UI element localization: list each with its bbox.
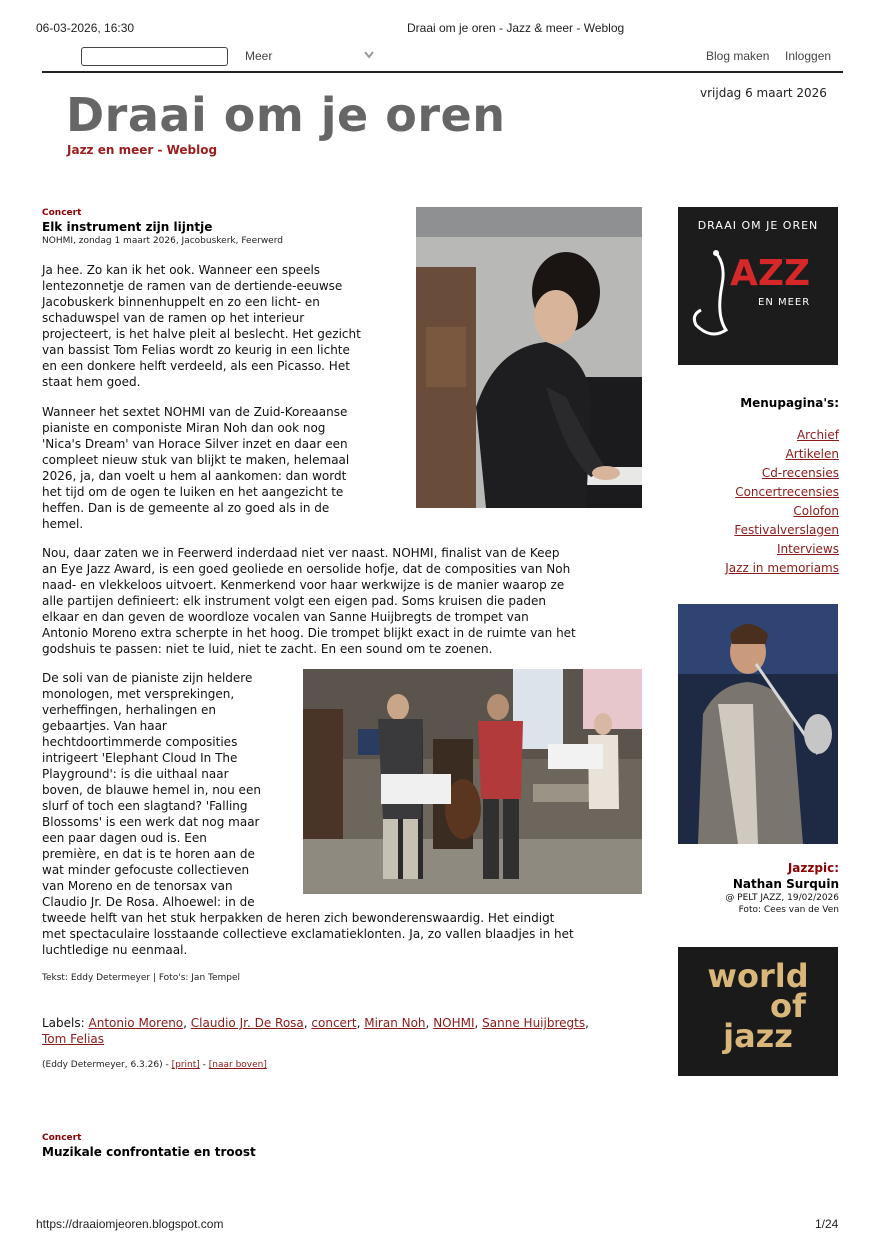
blog-title[interactable]: Draai om je oren — [66, 88, 506, 142]
back-to-top-link[interactable]: [naar boven] — [208, 1060, 267, 1070]
post-paragraph-3: Nou, daar zaten we in Feerwerd inderdaad niet ver naast. NOHMI, finalist van de Keep an Eye Jazz Award, is een goed geoliede en oersolide hofje, dat de composities van Noh naad- en vlekkeloos uitvoert. Kenmerkend voor haar werkwijze is de manier waarop ze alle partijen definieert: elk instrument volgt een eigen pad. Soms kruisen die paden elkaar en dan geven de woordloze vocalen van Sanne Huijbregts de trompet van Antonio Moreno extra scherpte in het hoog. Die trompet blijkt exact in de ruimte van het godshuis te passen: niet te luid, niet te zacht. En een sound om te zoenen. — [42, 546, 576, 656]
wof-line-1: world — [707, 957, 809, 995]
post-category: Concert — [42, 208, 82, 218]
post-title[interactable]: Elk instrument zijn lijntje — [42, 220, 213, 234]
header-divider — [42, 71, 843, 73]
jazzpic-credit: Foto: Cees van de Ven — [738, 905, 839, 915]
wof-line-3: jazz — [723, 1017, 793, 1055]
menu-item-concertrecensies[interactable]: Concertrecensies — [735, 485, 839, 499]
wof-line-2: of — [770, 987, 806, 1025]
sidebar-logo[interactable] — [678, 207, 838, 365]
label-link[interactable]: concert — [311, 1016, 357, 1030]
labels-prefix: Labels: — [42, 1016, 85, 1030]
jazzpic-place: @ PELT JAZZ, 19/02/2026 — [725, 893, 839, 903]
footer-page-number: 1/24 — [815, 1217, 839, 1231]
menu-item-interviews[interactable]: Interviews — [776, 542, 839, 556]
post-meta: NOHMI, zondag 1 maart 2026, Jacobuskerk, Feerwerd — [42, 236, 283, 246]
menu-item-archief[interactable]: Archief — [796, 428, 839, 442]
label-link[interactable]: Miran Noh — [364, 1016, 426, 1030]
menu-item-festivalverslagen[interactable]: Festivalverslagen — [734, 523, 839, 537]
label-link[interactable]: Claudio Jr. De Rosa — [190, 1016, 304, 1030]
post-paragraph-1: Ja hee. Zo kan ik het ook. Wanneer een speels lentezonnetje de ramen van de dertiende-eeuwse Jacobuskerk binnenhuppelt en zo een licht- en schaduwspel van de ramen op het interieur projecteert, is het halve pleit al beslecht. Het gezicht van bassist Tom Felias wordt zo keurig in een lichte en een donkere helft verdeeld, als een Picasso. Het staat hem goed. — [42, 263, 361, 389]
menu-item-cd-recensies[interactable]: Cd-recensies — [761, 466, 839, 480]
logo-top-text: DRAAI OM JE OREN — [697, 219, 819, 232]
byline-separator: - — [202, 1060, 206, 1070]
next-post-category: Concert — [42, 1133, 82, 1143]
label-link[interactable]: Sanne Huijbregts — [482, 1016, 586, 1030]
login-link[interactable]: Inloggen — [785, 49, 832, 63]
footer-url: https://draaiomjeoren.blogspot.com — [36, 1217, 224, 1231]
band-photo — [303, 669, 642, 894]
logo-sub-text: EN MEER — [758, 297, 811, 308]
print-link[interactable]: [print] — [171, 1060, 200, 1070]
jazzpic-label: Jazzpic: — [787, 861, 839, 875]
post-paragraph-4-tail: tweede helft van het stuk herpakken de heren zich bewonderenswaardig. Het eindigt met spectaculaire losstaande collectieve exclamatieklonten. Ja, zo vallen blaadjes in het luchtledige nu eenmaal. — [42, 911, 574, 957]
menu-title: Menupagina's: — [740, 396, 839, 410]
post-credits: Tekst: Eddy Determeyer | Foto's: Jan Tempel — [42, 973, 241, 983]
menu-list — [690, 426, 839, 578]
post-paragraph-4: De soli van de pianiste zijn heldere monologen, met versprekingen, verheffingen, herhalingen en gebaartjes. Van haar hechtdoortimmerde composities intrigeert 'Elephant Cloud In The Playground': is die uithaal naar boven, de blauwe hemel in, nou een slurf of toch een slagtand? 'Falling Blossoms' is een werk dat nog maar een paar dagen oud is. Een première, en dat is te horen aan de wat minder gefocuste collectieven van Moreno en de tenorsax van Claudio Jr. De Rosa. Alhoewel: in de — [42, 671, 261, 909]
jazzpic-name: Nathan Surquin — [732, 877, 839, 891]
menu-item-jazz-in-memoriams[interactable]: Jazz in memoriams — [725, 561, 839, 575]
create-blog-link[interactable]: Blog maken — [706, 49, 770, 63]
logo-jazz-text: AZZ — [730, 253, 811, 294]
post-paragraph-2: Wanneer het sextet NOHMI van de Zuid-Koreaanse pianiste en componiste Miran Noh dan ook nog 'Nica's Dream' van Horace Silver inzet en daar een compleet nieuw stuk van blijkt te maken, helemaal 2026, ja, dan voelt u hem al aankomen: dan wordt het tijd om de ogen te luiken en het aangezicht te heffen. Dan is de gemeente al zo goed als in de hemel. — [42, 405, 350, 531]
search-input[interactable] — [81, 47, 228, 66]
blog-subtitle: Jazz en meer - Weblog — [67, 143, 218, 157]
next-post-title[interactable]: Muzikale confrontatie en troost — [42, 1145, 256, 1159]
label-link[interactable]: Tom Felias — [42, 1032, 105, 1046]
label-link[interactable]: NOHMI — [433, 1016, 475, 1030]
world-of-jazz-logo[interactable] — [678, 947, 838, 1076]
post-labels: Labels: Antonio Moreno, Claudio Jr. De Rosa, concert, Miran Noh, NOHMI, Sanne Huijbregts, Tom Felias — [42, 1016, 589, 1046]
print-page-title: Draai om je oren - Jazz & meer - Weblog — [407, 21, 625, 35]
post-byline — [42, 1060, 267, 1070]
more-menu[interactable]: Meer — [245, 49, 273, 63]
menu-item-colofon[interactable]: Colofon — [793, 504, 839, 518]
jazzpic-photo — [678, 604, 838, 844]
current-date: vrijdag 6 maart 2026 — [700, 86, 827, 100]
label-link[interactable]: Antonio Moreno — [88, 1016, 184, 1030]
pianist-photo — [416, 207, 642, 508]
byline-text: (Eddy Determeyer, 6.3.26) - — [42, 1060, 169, 1070]
menu-item-artikelen[interactable]: Artikelen — [785, 447, 839, 461]
print-datetime: 06-03-2026, 16:30 — [36, 21, 135, 35]
chevron-down-icon[interactable] — [364, 51, 374, 59]
